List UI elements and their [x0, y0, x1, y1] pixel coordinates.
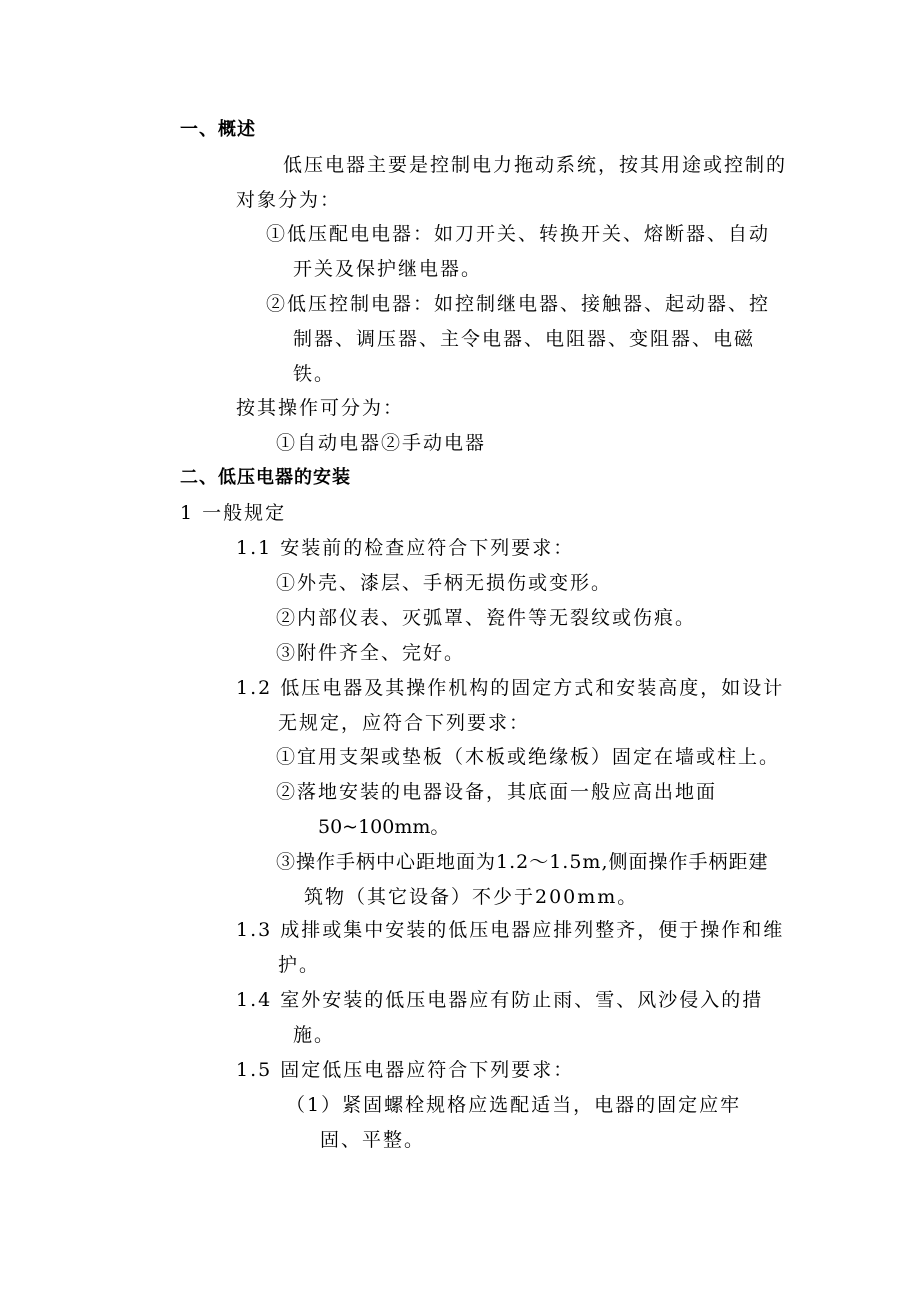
- clause-1-2-item-3-line-2: 筑物（其它设备）不少于200mm。: [304, 886, 639, 908]
- clause-1-1-item-3: ③附件齐全、完好。: [276, 642, 466, 664]
- overview-intro-line-1: 低压电器主要是控制电力拖动系统，按其用途或控制的: [283, 154, 788, 176]
- clause-1-2-heading-line-2: 无规定，应符合下列要求：: [278, 712, 531, 734]
- overview-item-2-line-3: 铁。: [293, 363, 336, 385]
- overview-by-operation: 按其操作可分为：: [236, 397, 405, 419]
- clause-1-2-heading-line-1: 1.2 低压电器及其操作机构的固定方式和安装高度，如设计: [236, 677, 785, 699]
- clause-1-2-item-3-line-1: ③操作手柄中心距地面为1.2～1.5m,侧面操作手柄距建: [276, 851, 769, 873]
- clause-1-1-item-1: ①外壳、漆层、手柄无损伤或变形。: [276, 572, 613, 594]
- clause-1-2-item-2-line-1: ②落地安装的电器设备，其底面一般应高出地面: [276, 781, 718, 803]
- clause-1-1-item-2: ②内部仪表、灭弧罩、瓷件等无裂纹或伤痕。: [276, 607, 697, 629]
- overview-item-2-line-2: 制器、调压器、主令电器、电阻器、变阻器、电磁: [293, 328, 756, 350]
- section-title-installation: 二、低压电器的安装: [180, 467, 351, 488]
- clause-1-4-line-1: 1.4 室外安装的低压电器应有防止雨、雪、风沙侵入的措: [236, 989, 764, 1011]
- clause-1-2-item-1: ①宜用支架或垫板（木板或绝缘板）固定在墙或柱上。: [276, 746, 781, 768]
- general-rules-heading: 1 一般规定: [180, 502, 287, 524]
- overview-operation-types: ①自动电器②手动电器: [276, 432, 487, 454]
- clause-1-4-line-2: 施。: [293, 1024, 336, 1046]
- overview-intro-line-2: 对象分为：: [236, 189, 342, 211]
- overview-item-1-line-1: ①低压配电电器：如刀开关、转换开关、熔断器、自动: [266, 223, 771, 245]
- clause-1-3-line-1: 1.3 成排或集中安装的低压电器应排列整齐，便于操作和维: [236, 919, 785, 941]
- clause-1-2-item-2-line-2: 50~100mm。: [318, 816, 450, 838]
- section-title-overview: 一、概述: [180, 119, 256, 140]
- overview-item-2-line-1: ②低压控制电器：如控制继电器、接触器、起动器、控: [266, 293, 771, 315]
- clause-1-5-heading: 1.5 固定低压电器应符合下列要求：: [236, 1059, 575, 1081]
- overview-item-1-line-2: 开关及保护继电器。: [293, 258, 483, 280]
- clause-1-5-item-1-line-2: 固、平整。: [320, 1129, 426, 1151]
- clause-1-3-line-2: 护。: [278, 954, 321, 976]
- clause-1-1-heading: 1.1 安装前的检查应符合下列要求：: [236, 537, 575, 559]
- clause-1-5-item-1-line-1: （1）紧固螺栓规格应选配适当，电器的固定应牢: [286, 1094, 742, 1116]
